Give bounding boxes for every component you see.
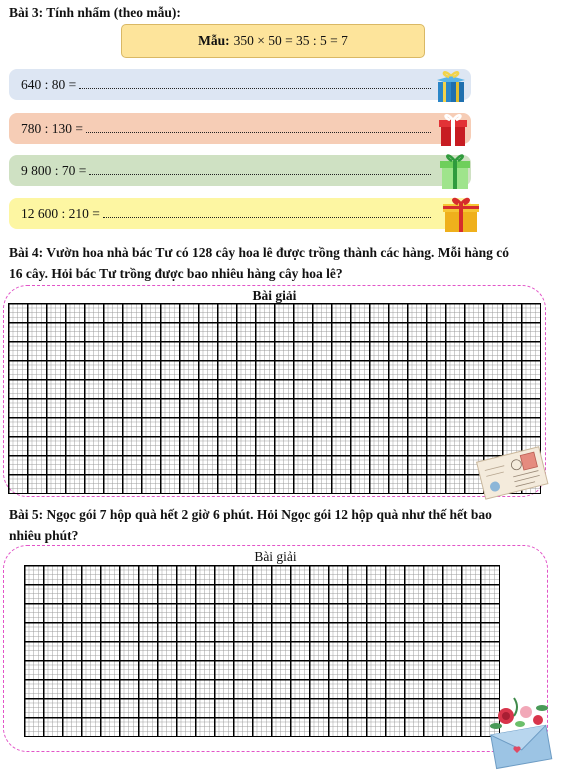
exercise-row-4 xyxy=(9,198,471,229)
bai4-title-line2: 16 cây. Hỏi bác Tư trồng được bao nhiêu hàng cây hoa lê? xyxy=(9,266,343,281)
gift-yellow-icon xyxy=(440,192,482,234)
gift-red-icon xyxy=(433,108,473,148)
gift-blue-icon xyxy=(431,66,471,106)
sample-label: Mẫu: xyxy=(198,33,230,48)
answer-line[interactable] xyxy=(89,174,431,175)
gift-green-icon xyxy=(436,147,474,191)
sample-text: 350 × 50 = 35 : 5 = 7 xyxy=(233,33,348,48)
bai5-answer-grid[interactable] xyxy=(24,565,500,737)
answer-line[interactable] xyxy=(103,217,431,218)
bai5-box-label: Bài giải xyxy=(254,549,297,564)
exercise-row-3 xyxy=(9,155,471,186)
flower-envelope-icon xyxy=(484,690,556,770)
exercise-expression: 12 600 : 210 = xyxy=(21,205,100,221)
exercise-row-1 xyxy=(9,69,471,100)
exercise-expression: 780 : 130 = xyxy=(21,120,83,136)
exercise-expression: 9 800 : 70 = xyxy=(21,162,87,178)
bai4-answer-grid[interactable] xyxy=(8,303,541,494)
exercise-expression: 640 : 80 = xyxy=(21,76,77,92)
bai4-box-label: Bài giải xyxy=(252,288,297,303)
sample-box xyxy=(121,24,425,58)
bai3-title: Bài 3: Tính nhẩm (theo mẫu): xyxy=(9,5,181,20)
exercise-row-2 xyxy=(9,113,471,144)
bai5-title-line1: Bài 5: Ngọc gói 7 hộp quà hết 2 giờ 6 phút. Hỏi Ngọc gói 12 hộp quà như thế hết bao xyxy=(9,507,492,522)
answer-line[interactable] xyxy=(86,132,431,133)
bai4-title-line1: Bài 4: Vườn hoa nhà bác Tư có 128 cây hoa lê được trồng thành các hàng. Mỗi hàng có xyxy=(9,245,510,260)
answer-line[interactable] xyxy=(79,88,431,89)
bai5-title-line2: nhiêu phút? xyxy=(9,528,79,543)
postcard-icon xyxy=(474,444,550,500)
